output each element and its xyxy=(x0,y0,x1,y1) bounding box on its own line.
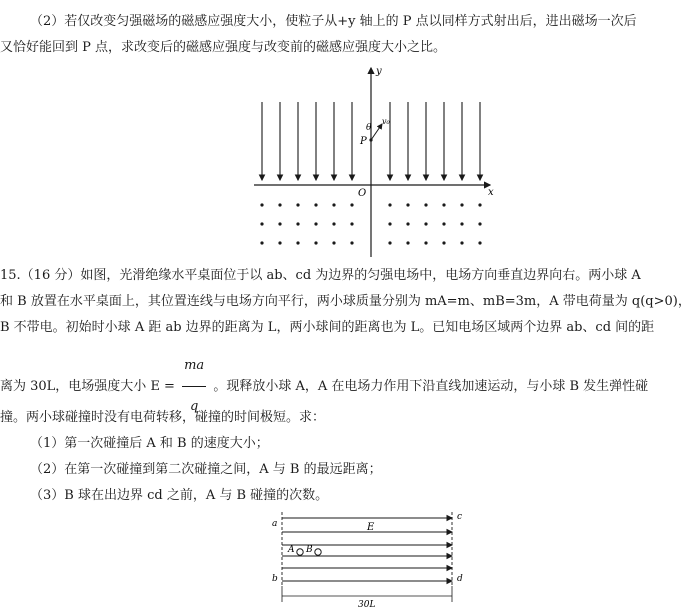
fraction-numerator: ma xyxy=(182,346,206,387)
q14-part2-line1: （2）若仅改变匀强磁场的磁感应强度大小，使粒子从+y 轴上的 P 点以同样方式射出后，进出磁场一次后 xyxy=(30,14,637,29)
label-b: b xyxy=(272,574,278,584)
q15-sub1: （1）第一次碰撞后 A 和 B 的速度大小； xyxy=(30,436,269,451)
velocity-vector xyxy=(371,124,382,140)
label-c: c xyxy=(457,512,463,522)
label-a: a xyxy=(272,519,278,529)
label-ball-a: A xyxy=(288,545,295,555)
q15-sub3: （3）B 球在出边界 cd 之前，A 与 B 碰撞的次数。 xyxy=(30,488,329,503)
label-d: d xyxy=(457,574,463,584)
q15-line2: 和 B 放置在水平桌面上，其位置连线与电场方向平行，两小球质量分别为 mA=m、mB=3m，A 带电荷量为 q(q>0)， xyxy=(0,294,691,309)
label-ball-b: B xyxy=(306,545,313,555)
label-30l: 30L xyxy=(358,600,376,610)
origin-label: O xyxy=(358,188,367,199)
q14-part2-line2: 又恰好能回到 P 点，求改变后的磁感应强度与改变前的磁感应强度大小之比。 xyxy=(0,40,447,55)
fraction-denominator: q xyxy=(189,399,199,414)
point-p-label: P xyxy=(360,136,367,147)
q15-sub2: （2）在第一次碰撞到第二次碰撞之间，A 与 B 的最远距离； xyxy=(30,462,382,477)
q15-line5: 撞。两小球碰撞时没有电荷转移，碰撞的时间极短。求： xyxy=(0,410,326,425)
q15-line3: B 不带电。初始时小球 A 距 ab 边界的距离为 L，两小球间的距离也为 L。已知电场区域两个边界 ab、cd 间的距 xyxy=(0,320,655,335)
q15-line1: 15.（16 分）如图，光滑绝缘水平桌面位于以 ab、cd 为边界的匀强电场中，电场方向垂直边界向右。两小球 A xyxy=(0,268,641,283)
figure-electric-field-region xyxy=(262,506,472,610)
figure-magnetic-electric-field xyxy=(250,62,500,262)
q15-line4-post: 。现释放小球 A，A 在电场力作用下沿直线加速运动，与小球 B 发生弹性碰 xyxy=(213,379,649,394)
y-axis-label: y xyxy=(376,66,382,77)
ball-b xyxy=(315,549,321,555)
ball-a xyxy=(297,549,303,555)
q15-line4-pre: 离为 30L，电场强度大小 E = xyxy=(0,379,175,394)
v0-label: v₀ xyxy=(382,117,390,126)
label-e: E xyxy=(367,522,375,533)
x-axis-label: x xyxy=(488,187,494,198)
theta-label: θ xyxy=(366,123,372,133)
